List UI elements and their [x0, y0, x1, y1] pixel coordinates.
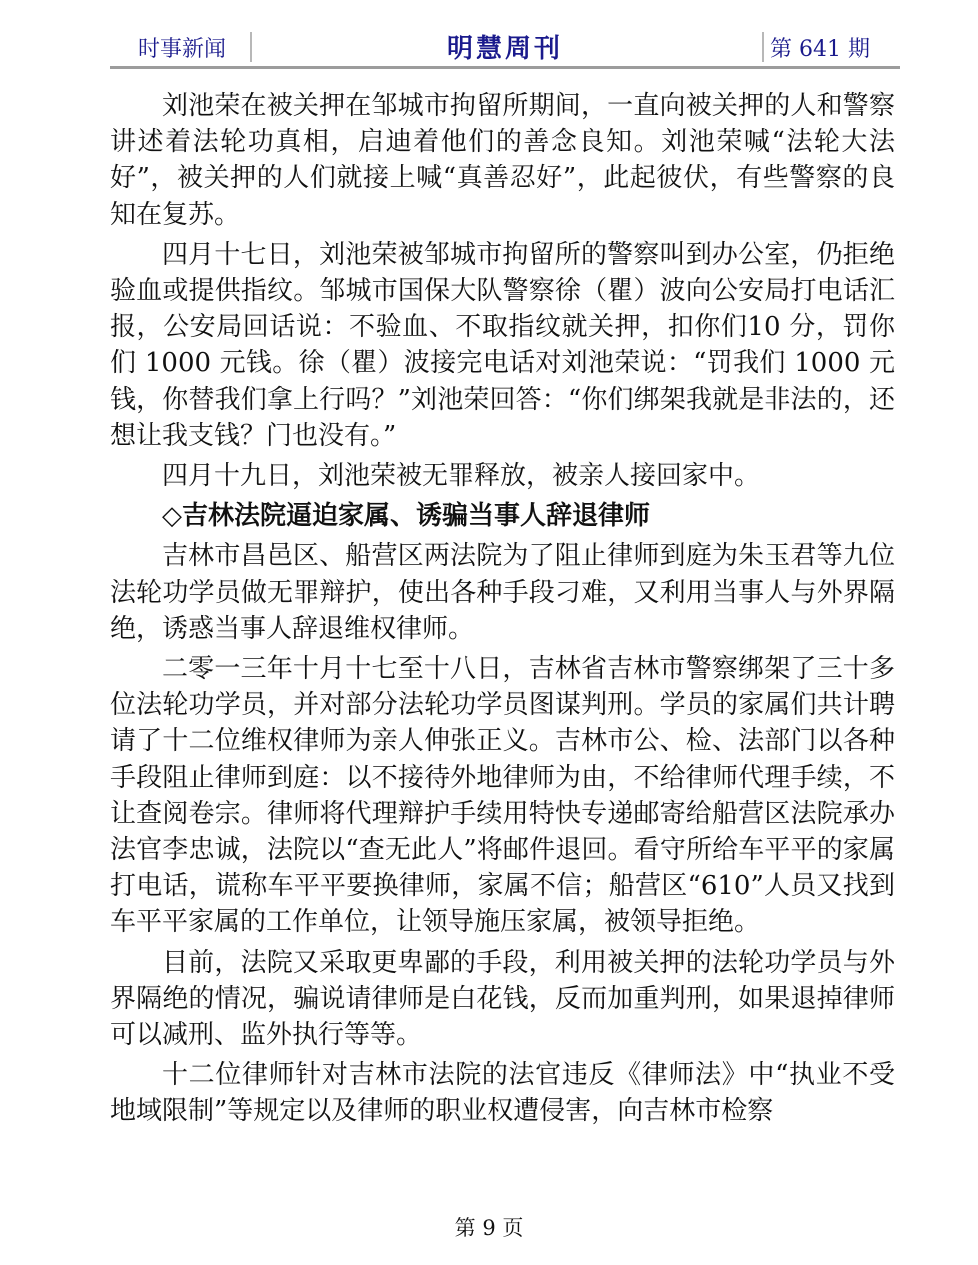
- page-header: [110, 28, 900, 66]
- page-number: 第 9 页: [454, 1216, 524, 1240]
- paragraph: 四月十九日，刘池荣被无罪释放，被亲人接回家中。: [162, 461, 761, 492]
- header-divider: [762, 32, 764, 62]
- issue-number: 第 641 期: [770, 37, 870, 62]
- paragraph: 刘池荣在被关押在邹城市拘留所期间，一直向被关押的人和警察讲述着法轮功真相，启迪着他们的善念良知。刘池荣喊“法轮大法好”，被关押的人们就接上喊“真善忍好”，此起彼伏，有些警察的良知在复苏。: [110, 91, 895, 230]
- publication-title: 明慧周刊: [446, 34, 563, 64]
- paragraph: 二零一三年十月十七至十八日，吉林省吉林市警察绑架了三十多位法轮功学员，并对部分法轮功学员图谋判刑。学员的家属们共计聘请了十二位维权律师为亲人伸张正义。吉林市公、检、法部门以各种手段阻止律师到庭：以不接待外地律师为由，不给律师代理手续，不让查阅卷宗。律师将代理辩护手续用特快专递邮寄给船营区法院承办法官李忠诚，法院以“查无此人”将邮件退回。看守所给车平平的家属打电话，谎称车平平要换律师，家属不信；船营区“610”人员又找到车平平家属的工作单位，让领导施压家属，被领导拒绝。: [110, 654, 895, 938]
- paragraph: 目前，法院又采取更卑鄙的手段，利用被关押的法轮功学员与外界隔绝的情况，骗说请律师是白花钱，反而加重判刑，如果退掉律师可以减刑、监外执行等等。: [110, 947, 895, 1051]
- section-heading: ◇吉林法院逼迫家属、诱骗当事人辞退律师: [162, 501, 650, 532]
- paragraph: 十二位律师针对吉林市法院的法官违反《律师法》中“执业不受地域限制”等规定以及律师的职业权遭侵害，向吉林市检察: [110, 1060, 895, 1127]
- article-body: [110, 88, 895, 1130]
- header-rule: [110, 66, 900, 69]
- paragraph: 吉林市昌邑区、船营区两法院为了阻止律师到庭为朱玉君等九位法轮功学员做无罪辩护，使出各种手段刁难，又利用当事人与外界隔绝，诱惑当事人辞退维权律师。: [110, 541, 895, 644]
- header-section-label: 时事新闻: [138, 37, 227, 62]
- paragraph: 四月十七日，刘池荣被邹城市拘留所的警察叫到办公室，仍拒绝验血或提供指纹。邹城市国保大队警察徐（瞿）波向公安局打电话汇报，公安局回话说：不验血、不取指纹就关押，扣你们10 分，罚你们 1000 元钱。徐（瞿）波接完电话对刘池荣说：“罚我们 1000 元钱，你替我们拿上行吗？”刘池荣回答：“你们绑架我就是非法的，还想让我支钱？门也没有。”: [110, 239, 895, 451]
